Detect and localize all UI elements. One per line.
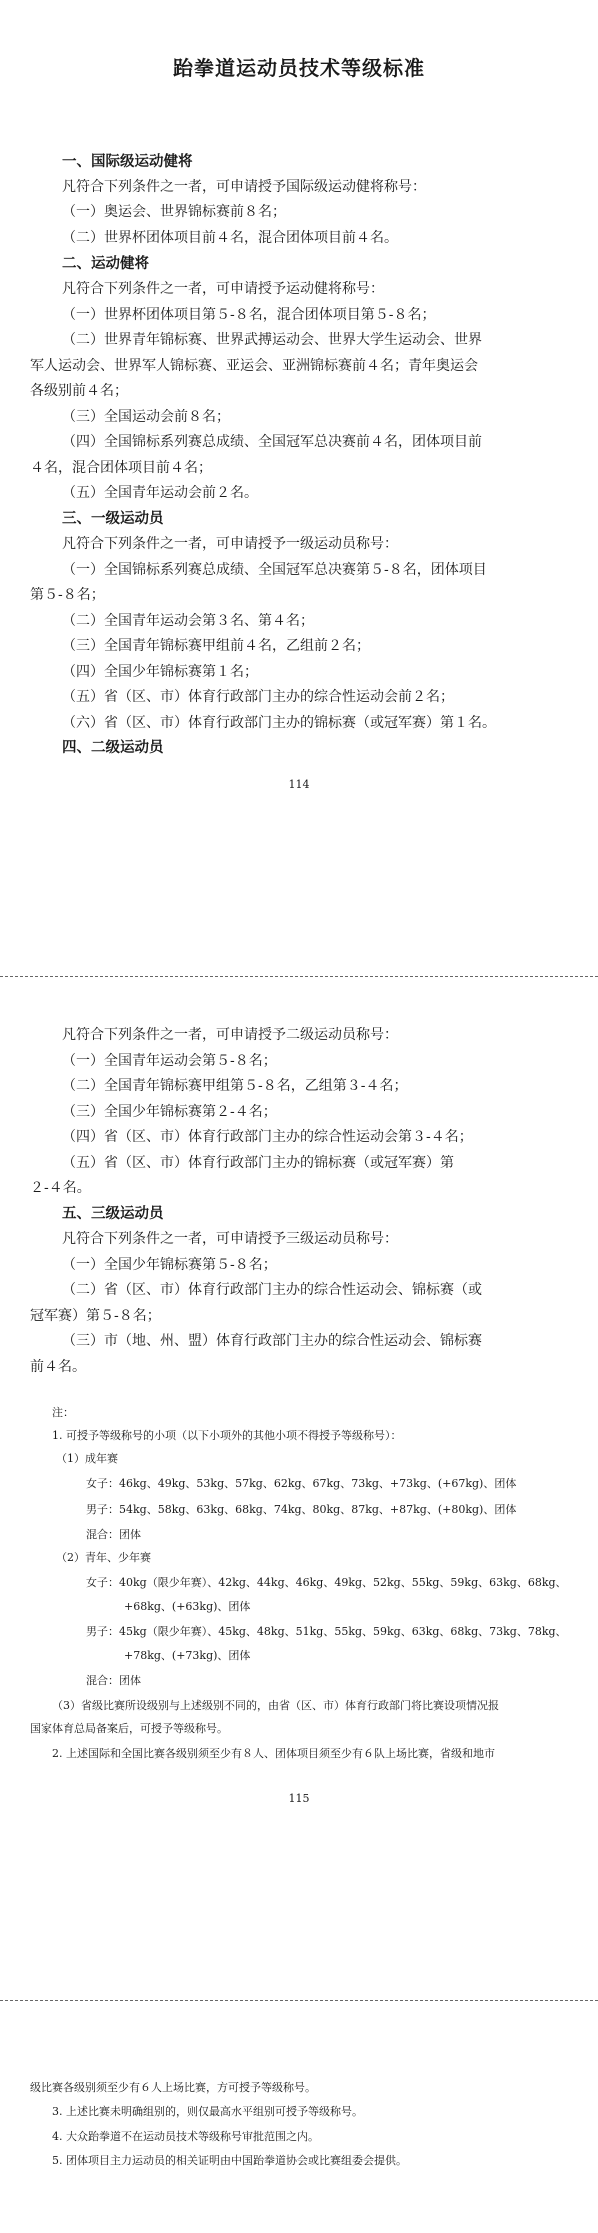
section-intro: 凡符合下列条件之一者，可申请授予三级运动员称号： xyxy=(62,1231,398,1247)
note-youth-female-cont: +68kg、(+63kg)、团体 xyxy=(124,1600,251,1613)
list-item: （二）全国青年运动会第３名、第４名； xyxy=(62,613,314,629)
list-item: （一）全国青年运动会第５-８名； xyxy=(62,1053,277,1069)
list-item-continuation: 各级别前４名； xyxy=(30,383,128,399)
note-5-item: 5. 团体项目主力运动员的相关证明由中国跆拳道协会或比赛组委会提供。 xyxy=(52,2154,407,2167)
note-adult-male: 男子：54kg、58kg、63kg、68kg、74kg、80kg、87kg、+87kg、(+80kg)、团体 xyxy=(86,1503,517,1516)
page-114 xyxy=(0,0,598,976)
list-item: （二）全国青年锦标赛甲组第５-８名，乙组第３-４名； xyxy=(62,1078,408,1094)
list-item-continuation: ４名，混合团体项目前４名； xyxy=(30,460,212,476)
section-heading-third-class: 五、三级运动员 xyxy=(62,1206,164,1222)
list-item: （四）省（区、市）体育行政部门主办的综合性运动会第３-４名； xyxy=(62,1129,473,1145)
list-item: （三）全国青年锦标赛甲组前４名，乙组前２名； xyxy=(62,638,370,654)
note-youth-heading: （2）青年、少年赛 xyxy=(56,1551,151,1564)
page-number: 114 xyxy=(288,778,310,791)
document-title: 跆拳道运动员技术等级标准 xyxy=(173,56,425,80)
list-item: （一）全国锦标系列赛总成绩、全国冠军总决赛第５-８名，团体项目 xyxy=(62,562,487,578)
list-item: （四）全国少年锦标赛第１名； xyxy=(62,664,258,680)
list-item: （三）全国运动会前８名； xyxy=(62,409,230,425)
note-2-cont: 级比赛各级别须至少有６人上场比赛，方可授予等级称号。 xyxy=(30,2081,316,2094)
list-item-continuation: 第５-８名； xyxy=(30,587,105,603)
page-116-partial xyxy=(0,2000,598,2233)
list-item: （五）全国青年运动会前２名。 xyxy=(62,485,258,501)
list-item: （四）全国锦标系列赛总成绩、全国冠军总决赛前４名，团体项目前 xyxy=(62,434,482,450)
section-heading-master: 二、运动健将 xyxy=(62,256,149,272)
list-item: （二）世界青年锦标赛、世界武搏运动会、世界大学生运动会、世界 xyxy=(62,332,482,348)
list-item: （五）省（区、市）体育行政部门主办的综合性运动会前２名； xyxy=(62,689,454,705)
list-item: （一）奥运会、世界锦标赛前８名； xyxy=(62,204,286,220)
section-heading-international-master: 一、国际级运动健将 xyxy=(62,154,193,170)
note-adult-heading: （1）成年赛 xyxy=(56,1452,118,1465)
section-intro: 凡符合下列条件之一者，可申请授予二级运动员称号： xyxy=(62,1027,398,1043)
section-heading-second-class: 四、二级运动员 xyxy=(62,740,164,756)
section-heading-first-class: 三、一级运动员 xyxy=(62,511,164,527)
list-item: （一）全国少年锦标赛第５-８名； xyxy=(62,1257,277,1273)
note-2: 2. 上述国际和全国比赛各级别须至少有８人、团体项目须至少有６队上场比赛，省级和地市 xyxy=(52,1747,495,1760)
page-115 xyxy=(0,978,598,2000)
note-youth-female: 女子：40kg（限少年赛）、42kg、44kg、46kg、49kg、52kg、55kg、59kg、63kg、68kg、 xyxy=(86,1576,567,1589)
list-item-continuation: ２-４名。 xyxy=(30,1180,91,1196)
note-youth-male-cont: +78kg、(+73kg)、团体 xyxy=(124,1649,251,1662)
note-3: （3）省级比赛所设级别与上述级别不同的，由省（区、市）体育行政部门将比赛设项情况报 xyxy=(52,1699,499,1712)
note-youth-mixed: 混合：团体 xyxy=(86,1674,141,1687)
section-intro: 凡符合下列条件之一者，可申请授予国际级运动健将称号： xyxy=(62,179,426,195)
page-number: 115 xyxy=(288,1792,310,1805)
note-4-item: 4. 大众跆拳道不在运动员技术等级称号审批范围之内。 xyxy=(52,2130,319,2143)
list-item: （三）全国少年锦标赛第２-４名； xyxy=(62,1104,277,1120)
notes-label: 注： xyxy=(52,1406,74,1419)
list-item: （一）世界杯团体项目第５-８名，混合团体项目第５-８名； xyxy=(62,307,436,323)
list-item: （六）省（区、市）体育行政部门主办的锦标赛（或冠军赛）第１名。 xyxy=(62,715,496,731)
list-item-continuation: 冠军赛）第５-８名； xyxy=(30,1308,161,1324)
page-divider xyxy=(0,976,598,977)
note-3-cont: 国家体育总局备案后，可授予等级称号。 xyxy=(30,1722,228,1735)
list-item: （三）市（地、州、盟）体育行政部门主办的综合性运动会、锦标赛 xyxy=(62,1333,482,1349)
list-item: （五）省（区、市）体育行政部门主办的锦标赛（或冠军赛）第 xyxy=(62,1155,454,1171)
note-3-item: 3. 上述比赛未明确组别的，则仅最高水平组别可授予等级称号。 xyxy=(52,2105,363,2118)
note-adult-female: 女子：46kg、49kg、53kg、57kg、62kg、67kg、73kg、+73kg、(+67kg)、团体 xyxy=(86,1477,517,1490)
section-intro: 凡符合下列条件之一者，可申请授予一级运动员称号： xyxy=(62,536,398,552)
list-item-continuation: 前４名。 xyxy=(30,1359,86,1375)
section-intro: 凡符合下列条件之一者，可申请授予运动健将称号： xyxy=(62,281,384,297)
list-item-continuation: 军人运动会、世界军人锦标赛、亚运会、亚洲锦标赛前４名；青年奥运会 xyxy=(30,358,478,374)
note-adult-mixed: 混合：团体 xyxy=(86,1528,141,1541)
note-youth-male: 男子：45kg（限少年赛）、45kg、48kg、51kg、55kg、59kg、63kg、68kg、73kg、78kg、 xyxy=(86,1625,567,1638)
list-item: （二）世界杯团体项目前４名，混合团体项目前４名。 xyxy=(62,230,398,246)
list-item: （二）省（区、市）体育行政部门主办的综合性运动会、锦标赛（或 xyxy=(62,1282,482,1298)
note-1: 1. 可授予等级称号的小项（以下小项外的其他小项不得授予等级称号）： xyxy=(52,1429,402,1442)
